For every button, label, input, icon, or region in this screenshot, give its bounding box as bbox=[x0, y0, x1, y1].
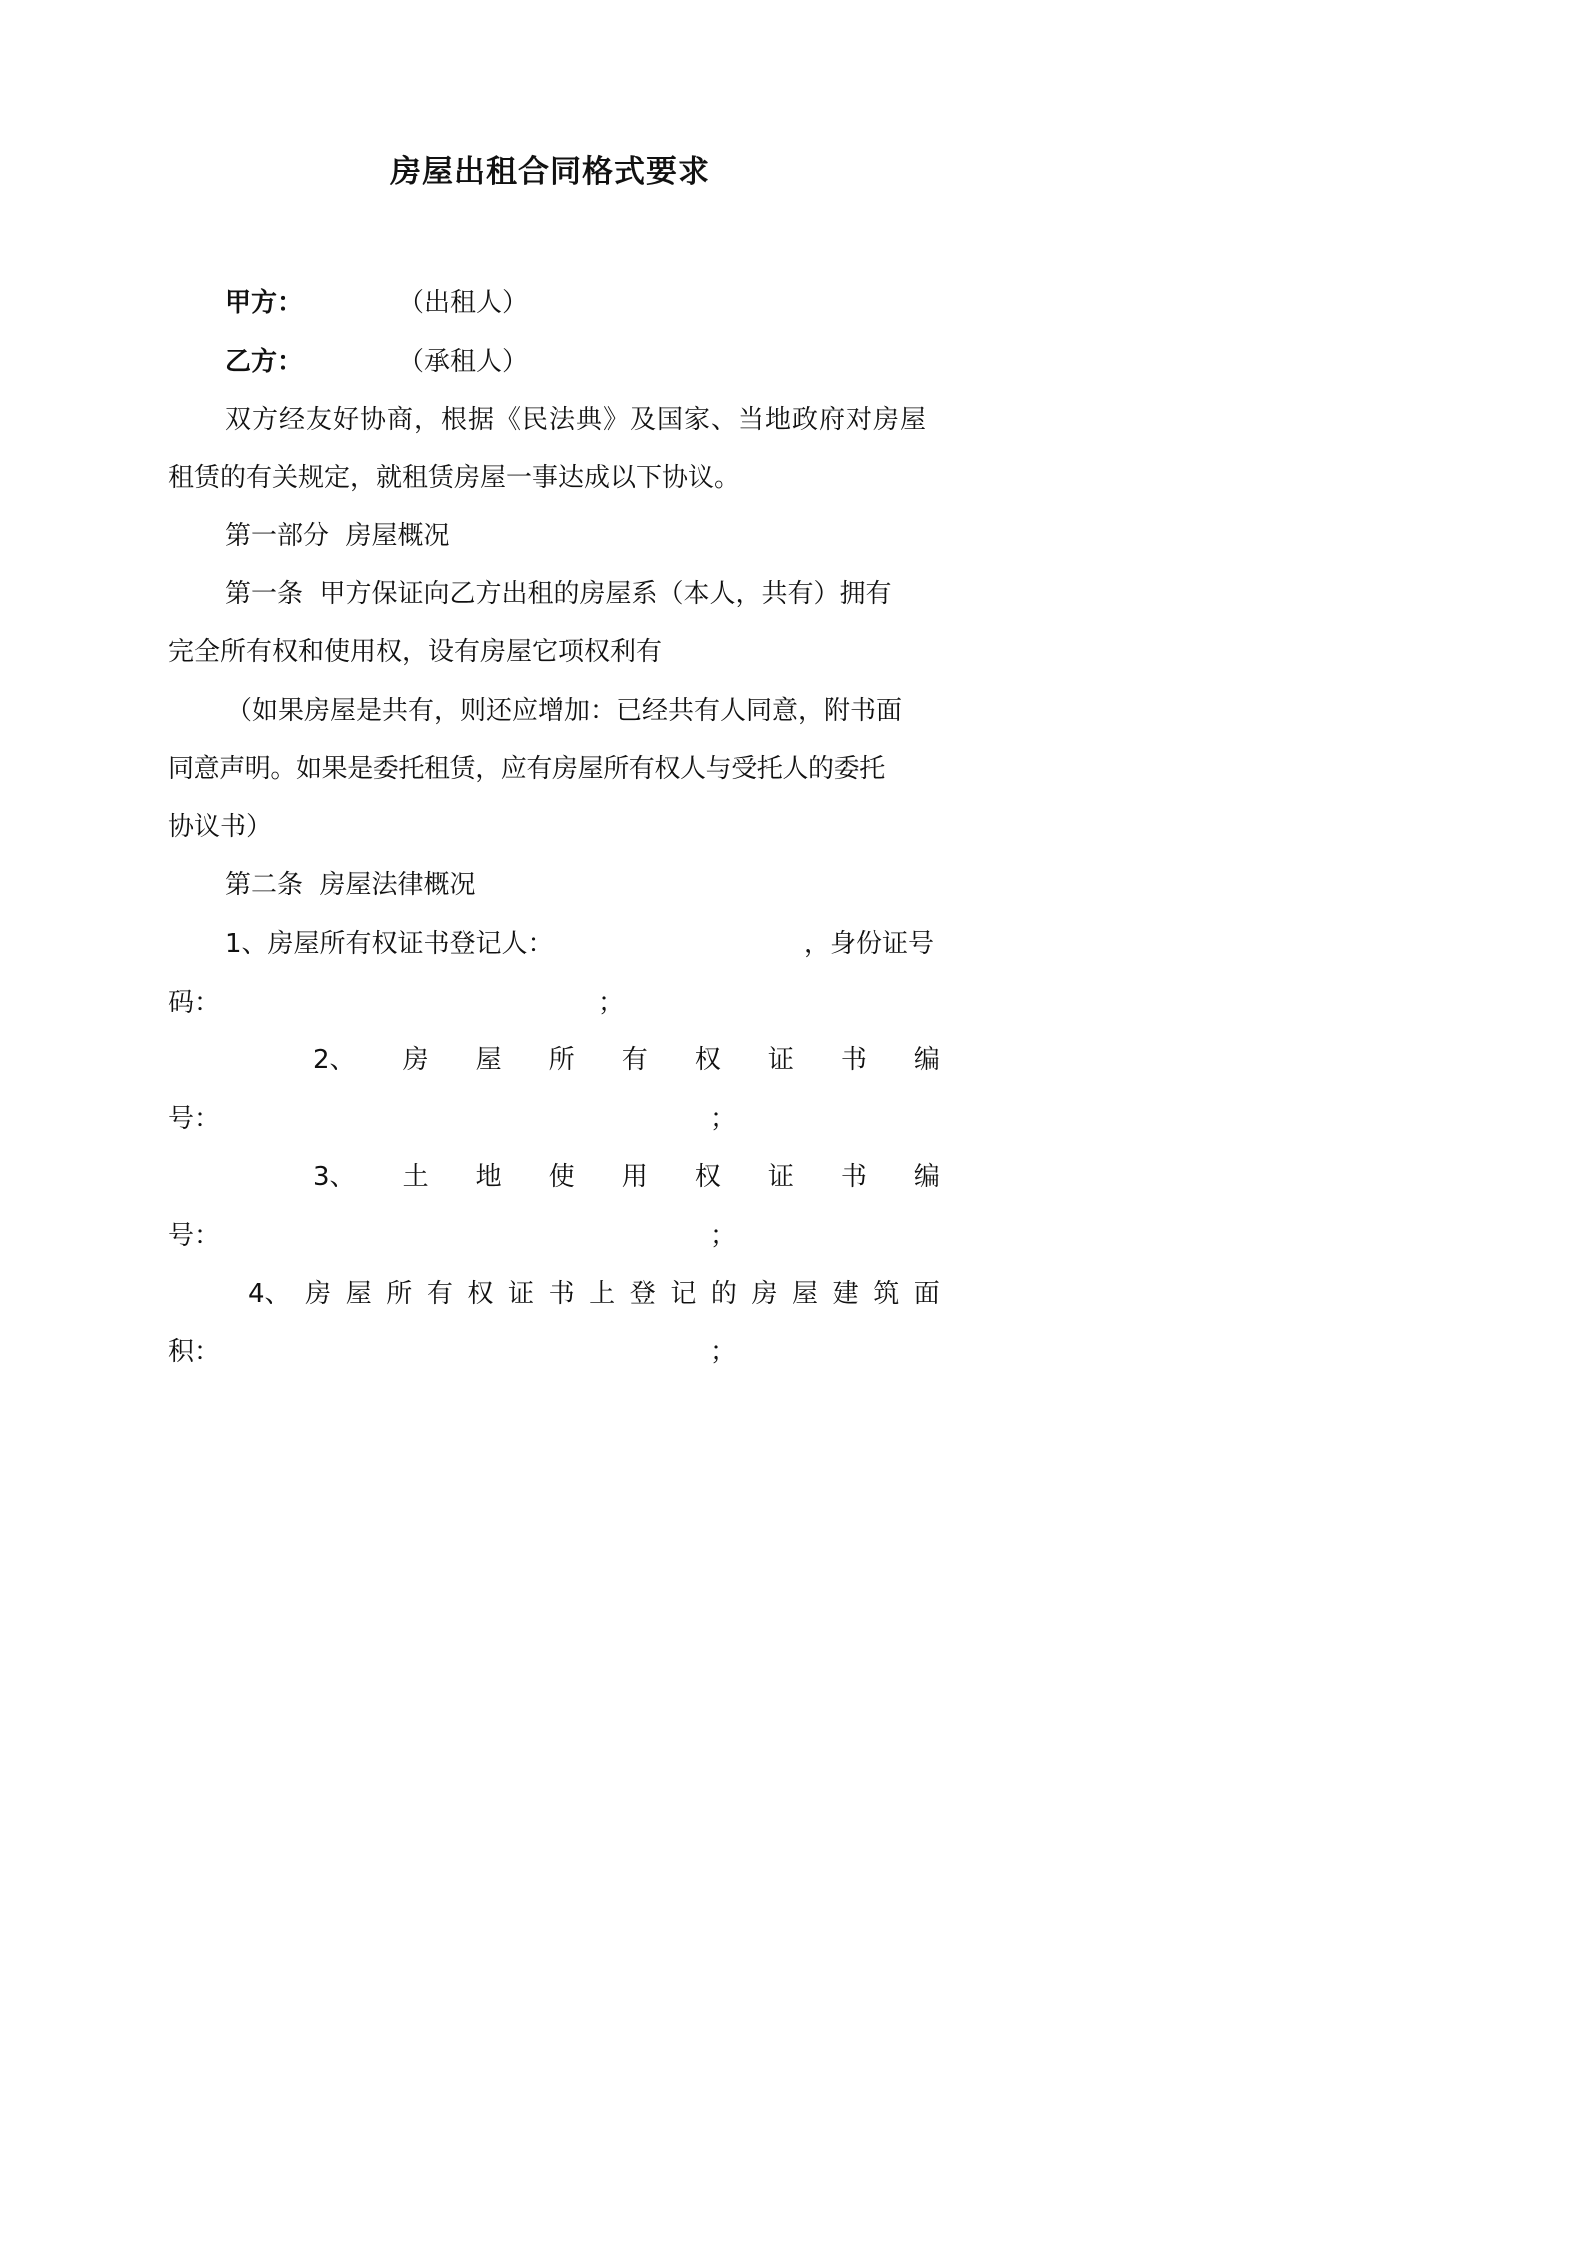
item4-cont-end: ； bbox=[710, 1337, 737, 1367]
item4-char: 屋 bbox=[345, 1279, 372, 1309]
part1-heading: 第一部分 房屋概况 bbox=[225, 521, 450, 551]
item3-spaced-line bbox=[313, 1157, 940, 1197]
party-a-role: （出租人） bbox=[398, 288, 529, 318]
item4-char: 权 bbox=[467, 1279, 494, 1309]
item2-char: 2、 bbox=[313, 1045, 356, 1075]
item4-char: 证 bbox=[508, 1279, 535, 1309]
party-b-label: 乙方： bbox=[225, 347, 304, 377]
item1-text: 1、房屋所有权证书登记人： bbox=[225, 929, 554, 959]
item2-char: 证 bbox=[767, 1045, 794, 1075]
item2-cont-label: 号： bbox=[168, 1104, 221, 1134]
item4-char: 登 bbox=[629, 1279, 656, 1309]
note-line-1: （如果房屋是共有，则还应增加：已经共有人同意，附书面 bbox=[226, 696, 903, 726]
item3-char: 权 bbox=[694, 1162, 721, 1192]
item1-suffix: ，身份证号 bbox=[804, 929, 935, 959]
item3-char: 3、 bbox=[313, 1162, 356, 1192]
intro-line-2: 租赁的有关规定，就租赁房屋一事达成以下协议。 bbox=[168, 463, 741, 493]
item4-char: 面 bbox=[913, 1279, 940, 1309]
article1-line-2: 完全所有权和使用权，设有房屋它项权利有 bbox=[168, 637, 663, 667]
article2-heading: 第二条 房屋法律概况 bbox=[225, 870, 476, 900]
item3-char: 土 bbox=[402, 1162, 429, 1192]
note-line-2: 同意声明。如果是委托租赁，应有房屋所有权人与受托人的委托 bbox=[168, 754, 885, 784]
item4-char: 记 bbox=[670, 1279, 697, 1309]
item4-cont-label: 积： bbox=[168, 1337, 221, 1367]
item3-char: 编 bbox=[913, 1162, 940, 1192]
item2-char: 书 bbox=[840, 1045, 867, 1075]
item3-char: 使 bbox=[548, 1162, 575, 1192]
item1-cont-end: ； bbox=[598, 988, 625, 1018]
item4-char: 上 bbox=[589, 1279, 616, 1309]
item4-char: 所 bbox=[386, 1279, 413, 1309]
item3-cont-label: 号： bbox=[168, 1221, 221, 1251]
item2-cont-end: ； bbox=[710, 1104, 737, 1134]
intro-line-1: 双方经友好协商，根据《民法典》及国家、当地政府对房屋 bbox=[225, 405, 928, 435]
item2-spaced-line bbox=[313, 1040, 940, 1080]
item2-char: 编 bbox=[913, 1045, 940, 1075]
note-line-3: 协议书） bbox=[168, 812, 273, 842]
item2-char: 屋 bbox=[475, 1045, 502, 1075]
item4-char: 书 bbox=[548, 1279, 575, 1309]
item4-char: 屋 bbox=[792, 1279, 819, 1309]
item1-cont-label: 码： bbox=[168, 988, 221, 1018]
item4-char: 筑 bbox=[873, 1279, 900, 1309]
document-page bbox=[0, 0, 1100, 1556]
item3-char: 书 bbox=[840, 1162, 867, 1192]
document-title: 房屋出租合同格式要求 bbox=[390, 154, 710, 190]
item3-char: 用 bbox=[621, 1162, 648, 1192]
item2-char: 有 bbox=[621, 1045, 648, 1075]
item3-char: 地 bbox=[475, 1162, 502, 1192]
party-a-label: 甲方： bbox=[225, 288, 304, 318]
item4-char: 4、 bbox=[248, 1279, 291, 1309]
item2-char: 权 bbox=[694, 1045, 721, 1075]
item2-char: 房 bbox=[402, 1045, 429, 1075]
item4-char: 建 bbox=[832, 1279, 859, 1309]
item2-char: 所 bbox=[548, 1045, 575, 1075]
item4-char: 房 bbox=[305, 1279, 332, 1309]
item4-char: 的 bbox=[710, 1279, 737, 1309]
item4-char: 房 bbox=[751, 1279, 778, 1309]
article1-line-1: 第一条 甲方保证向乙方出租的房屋系（本人，共有）拥有 bbox=[225, 579, 892, 609]
party-b-role: （承租人） bbox=[398, 347, 529, 377]
item4-char: 有 bbox=[426, 1279, 453, 1309]
item4-spaced-line bbox=[248, 1274, 940, 1314]
item3-cont-end: ； bbox=[710, 1221, 737, 1251]
item3-char: 证 bbox=[767, 1162, 794, 1192]
